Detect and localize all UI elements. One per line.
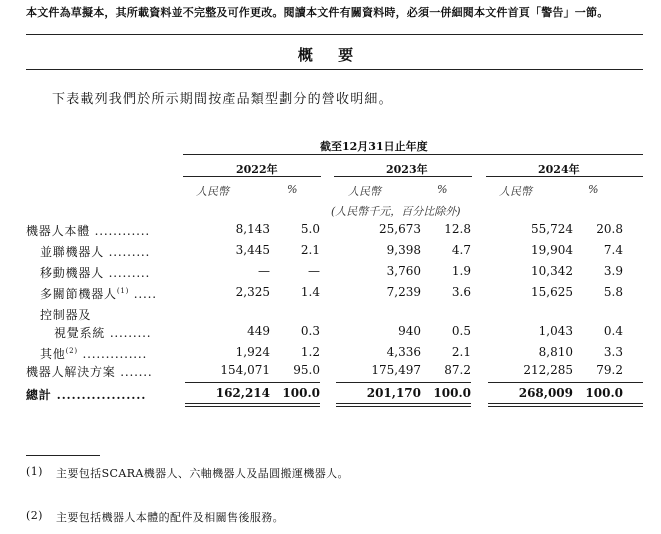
total-top-rule-2022 <box>185 382 320 383</box>
col-rmb-2023: 人民幣 <box>348 185 381 198</box>
table-row-1-pct-2023: 12.8 <box>444 222 471 236</box>
table-row-1-pct-2022: 5.0 <box>300 222 320 236</box>
unit-note: (人民幣千元，百分比除外) <box>331 205 461 218</box>
table-row-6-rmb-2023: 940 <box>398 324 421 338</box>
table-row-6-rmb-2022: 449 <box>247 324 270 338</box>
table-row-4-footnote-ref: (1) <box>116 287 130 295</box>
table-row-3-pct-2023: 1.9 <box>451 264 471 278</box>
total-row-pct-2024: 100.0 <box>585 386 623 400</box>
total-bottom-rule-2023 <box>336 403 471 404</box>
table-row-3-rmb-2024: 10,342 <box>531 264 573 278</box>
table-row-2-rmb-2023: 9,398 <box>386 243 421 257</box>
table-row-8-pct-2024: 79.2 <box>596 363 623 377</box>
year-2024-rule <box>486 176 643 177</box>
table-row-5-label <box>40 306 91 323</box>
year-2022-rule <box>183 176 321 177</box>
col-pct-2022: % <box>287 183 298 196</box>
col-pct-2023: % <box>437 183 448 196</box>
total-row-rmb-2023: 201,170 <box>366 386 421 400</box>
period-header: 截至12月31日止年度 <box>320 140 428 153</box>
total-bottom-rule-2022 <box>185 403 320 404</box>
table-row-1-rmb-2024: 55,724 <box>531 222 573 236</box>
table-row-5-label-text: 控制器及 <box>40 308 92 322</box>
table-row-2-rmb-2022: 3,445 <box>235 243 270 257</box>
year-2024-header: 2024年 <box>538 163 580 176</box>
table-row-1-label-text: 機器人本體 <box>26 224 91 238</box>
table-row-7-pct-2023: 2.1 <box>451 345 471 359</box>
footnote-2-text: 主要包括機器人本體的配件及相關售後服務。 <box>56 511 284 524</box>
year-2023-rule <box>334 176 472 177</box>
col-rmb-2024: 人民幣 <box>499 185 532 198</box>
table-row-3-label <box>40 264 150 281</box>
total-bottom-rule-2023b <box>336 406 471 407</box>
table-row-4-rmb-2022: 2,325 <box>235 285 270 299</box>
period-header-rule <box>183 154 643 155</box>
footnote-2-mark: (2) <box>26 509 43 522</box>
table-row-6-leader-dots: ......... <box>105 326 152 340</box>
table-row-7-leader-dots: .............. <box>77 347 148 361</box>
table-row-2-leader-dots: ......... <box>104 245 151 259</box>
table-row-3-pct-2024: 3.9 <box>603 264 623 278</box>
total-bottom-rule-2022b <box>185 406 320 407</box>
table-row-3-leader-dots: ......... <box>104 266 151 280</box>
footnote-1-mark: (1) <box>26 465 43 478</box>
table-row-3-pct-2022: — <box>308 264 320 278</box>
table-row-4-rmb-2023: 7,239 <box>386 285 421 299</box>
year-2023-header: 2023年 <box>386 163 428 176</box>
table-row-3-rmb-2023: 3,760 <box>386 264 421 278</box>
total-row-label-text: 總計 <box>26 388 52 402</box>
total-bottom-rule-2024 <box>488 403 643 404</box>
col-rmb-2022: 人民幣 <box>196 185 229 198</box>
section-title: 概 要 <box>297 46 364 64</box>
table-row-2-label <box>40 243 150 260</box>
col-pct-2024: % <box>588 183 599 196</box>
table-row-8-pct-2022: 95.0 <box>293 363 320 377</box>
table-row-2-pct-2023: 4.7 <box>451 243 471 257</box>
table-row-4-pct-2024: 5.8 <box>603 285 623 299</box>
table-row-6-pct-2022: 0.3 <box>300 324 320 338</box>
table-row-7-label <box>40 345 147 362</box>
table-row-8-rmb-2022: 154,071 <box>220 363 270 377</box>
intro-paragraph: 下表載列我們於所示期間按產品類型劃分的營收明細。 <box>52 92 393 107</box>
table-row-3-rmb-2022: — <box>258 264 270 278</box>
total-row-pct-2023: 100.0 <box>433 386 471 400</box>
table-row-6-pct-2023: 0.5 <box>451 324 471 338</box>
table-row-7-rmb-2022: 1,924 <box>235 345 270 359</box>
footnote-1-text: 主要包括SCARA機器人、六軸機器人及晶圓搬運機器人。 <box>56 467 349 480</box>
table-row-4-leader-dots: ..... <box>129 287 157 301</box>
draft-notice: 本文件為草擬本，其所載資料並不完整及可作更改。閱讀本文件有關資料時，必須一併細閱本文件首頁「警告」一節。 <box>26 6 609 19</box>
total-top-rule-2024 <box>488 382 643 383</box>
title-divider <box>26 69 643 70</box>
table-row-6-label <box>54 324 151 341</box>
table-row-6-label-text: 視覺系統 <box>54 326 106 340</box>
table-row-4-label-text: 多關節機器人 <box>40 287 117 301</box>
footnote-divider <box>26 455 100 456</box>
table-row-7-label-text: 其他 <box>40 347 66 361</box>
table-row-8-pct-2023: 87.2 <box>444 363 471 377</box>
table-row-2-rmb-2024: 19,904 <box>531 243 573 257</box>
total-row-rmb-2024: 268,009 <box>518 386 573 400</box>
table-row-1-leader-dots: ............ <box>90 224 151 238</box>
table-row-1-rmb-2022: 8,143 <box>235 222 270 236</box>
table-row-2-label-text: 並聯機器人 <box>40 245 105 259</box>
year-2022-header: 2022年 <box>236 163 278 176</box>
table-row-7-pct-2022: 1.2 <box>300 345 320 359</box>
table-row-8-leader-dots: ....... <box>115 365 153 379</box>
table-row-8-rmb-2023: 175,497 <box>371 363 421 377</box>
table-row-6-pct-2024: 0.4 <box>603 324 623 338</box>
table-row-4-pct-2022: 1.4 <box>300 285 320 299</box>
table-row-8-rmb-2024: 212,285 <box>523 363 573 377</box>
table-row-1-pct-2024: 20.8 <box>596 222 623 236</box>
top-divider <box>26 34 643 35</box>
table-row-4-label <box>40 285 157 302</box>
table-row-4-pct-2023: 3.6 <box>451 285 471 299</box>
total-top-rule-2023 <box>336 382 471 383</box>
total-row-label <box>26 386 146 403</box>
table-row-2-pct-2022: 2.1 <box>300 243 320 257</box>
table-row-7-rmb-2024: 8,810 <box>538 345 573 359</box>
total-bottom-rule-2024b <box>488 406 643 407</box>
table-row-8-label-text: 機器人解決方案 <box>26 365 116 379</box>
table-row-6-rmb-2024: 1,043 <box>538 324 573 338</box>
table-row-8-label <box>26 363 153 380</box>
table-row-7-rmb-2023: 4,336 <box>386 345 421 359</box>
table-row-7-pct-2024: 3.3 <box>603 345 623 359</box>
table-row-2-pct-2024: 7.4 <box>603 243 623 257</box>
table-row-3-label-text: 移動機器人 <box>40 266 105 280</box>
table-row-4-rmb-2024: 15,625 <box>531 285 573 299</box>
table-row-1-label <box>26 222 150 239</box>
total-row-leader-dots: .................. <box>51 388 147 402</box>
table-row-1-rmb-2023: 25,673 <box>379 222 421 236</box>
table-row-7-footnote-ref: (2) <box>65 347 78 355</box>
total-row-rmb-2022: 162,214 <box>215 386 270 400</box>
total-row-pct-2022: 100.0 <box>282 386 320 400</box>
